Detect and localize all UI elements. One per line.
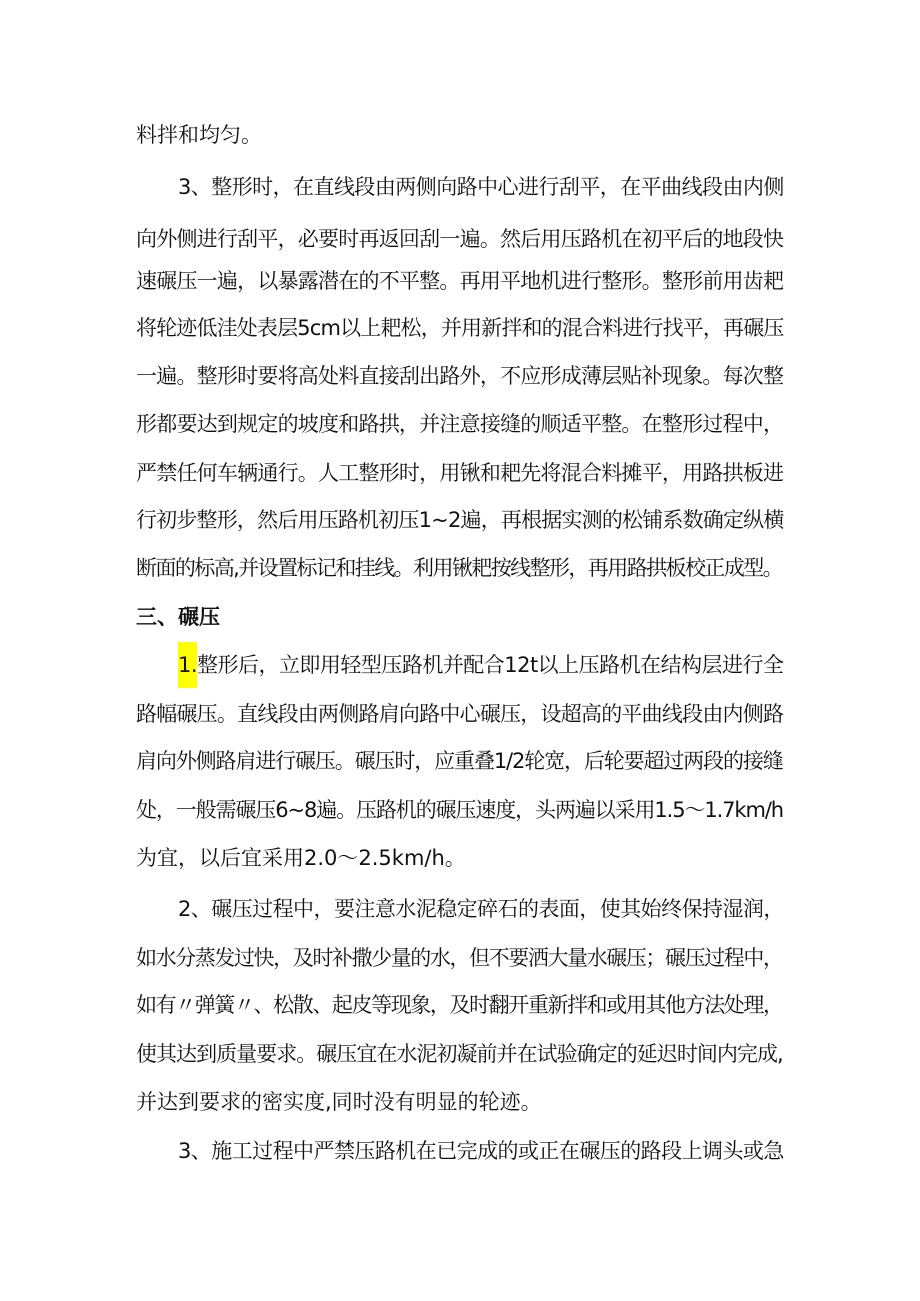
paragraph-2-start: 2、碾压过程中，要注意水泥稳定碎石的表面，使其始终保持湿润， <box>178 897 784 921</box>
text-line: 料拌和均匀。 <box>136 123 262 147</box>
text-line: 行初步整形，然后用压路机初压1~2遍，再根据实测的松铺系数确定纵横 <box>136 508 784 532</box>
text-line: 形都要达到规定的坡度和路拱，并注意接缝的顺适平整。在整形过程中， <box>136 412 784 436</box>
text-line: 一遍。整形时要将高处料直接刮出路外，不应形成薄层贴补现象。每次整 <box>136 364 784 388</box>
text-line: 路幅碾压。直线段由两侧路肩向路中心碾压，设超高的平曲线段由内侧路 <box>136 702 784 726</box>
text-line: 如水分蒸发过快，及时补撒少量的水，但不要洒大量水碾压；碾压过程中， <box>136 946 783 970</box>
text-line: 将轮迹低洼处表层5cm以上耙松，并用新拌和的混合料进行找平，再碾压 <box>136 316 784 340</box>
highlighted-marker: 1. <box>178 642 197 688</box>
text-line: 并达到要求的密实度,同时没有明显的轮迹。 <box>136 1090 542 1114</box>
text-line: 速碾压一遍，以暴露潜在的不平整。再用平地机进行整形。整形前用齿耙 <box>136 269 784 293</box>
text-line: 向外侧进行刮平，必要时再返回刮一遍。然后用压路机在初平后的地段快 <box>136 227 784 251</box>
text-line: 为宜，以后宜采用2.0〜2.5km∕h。 <box>136 846 466 870</box>
paragraph-3-start: 3、整形时，在直线段由两侧向路中心进行刮平，在平曲线段由内侧 <box>178 175 784 199</box>
paragraph-3b-start: 3、施工过程中严禁压路机在已完成的或正在碾压的路段上调头或急 <box>178 1139 784 1163</box>
text-line: 断面的标高,并设置标记和挂线。利用锹耙按线整形，再用路拱板校正成型。 <box>136 556 783 580</box>
text-line: 如有〃弹簧〃、松散、起皮等现象，及时翻开重新拌和或用其他方法处理， <box>136 993 783 1017</box>
section-heading: 三、碾压 <box>136 605 220 629</box>
paragraph-1-start <box>178 650 784 680</box>
text-line: 使其达到质量要求。碾压宜在水泥初凝前并在试验确定的延迟时间内完成, <box>136 1042 783 1066</box>
text-line: 处，一般需碾压6~8遍。压路机的碾压速度，头两遍以采用1.5〜1.7km∕h <box>136 798 784 822</box>
text-span: 整形后，立即用轻型压路机并配合12t以上压路机在结构层进行全 <box>197 653 784 677</box>
text-line: 严禁任何车辆通行。人工整形时，用锹和耙先将混合料摊平，用路拱板进 <box>136 461 784 485</box>
text-line: 肩向外侧路肩进行碾压。碾压时，应重叠1/2轮宽，后轮要超过两段的接缝 <box>136 749 783 773</box>
